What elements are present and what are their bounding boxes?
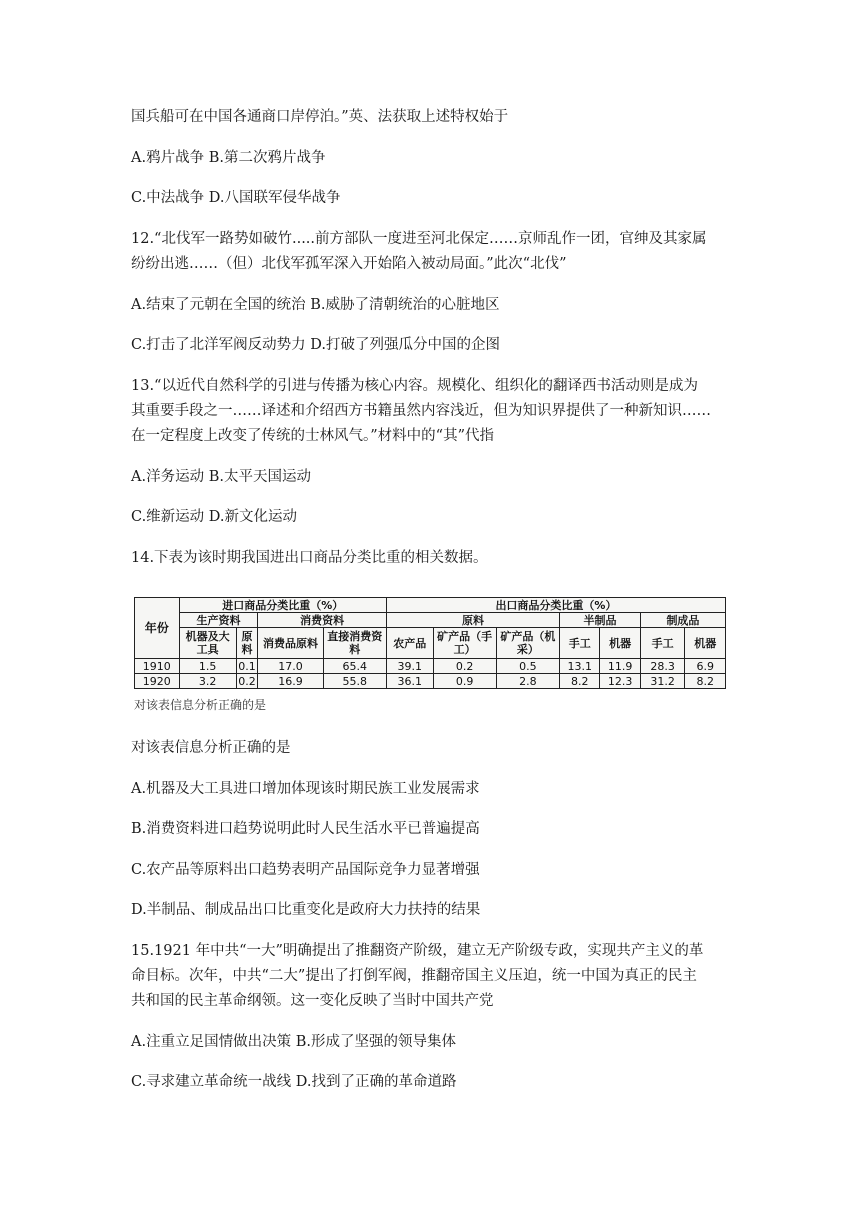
option-line: C.中法战争 D.八国联军侵华战争 [131, 190, 341, 206]
question-12-stem: 12.“北伐军一路势如破竹.....前方部队一度进至河北保定……京师乱作一团，官绅及其家属 [131, 231, 707, 247]
table-cell: 11.9 [600, 659, 640, 674]
col-header: 机器及大工具 [179, 628, 236, 659]
table-cell: 0.5 [496, 659, 559, 674]
option-line: C.寻求建立革命统一战线 D.找到了正确的革命道路 [131, 1074, 457, 1090]
table-cell: 12.3 [600, 674, 640, 689]
col-header: 直接消费资料 [323, 628, 386, 659]
option-line: C.农产品等原料出口趋势表明产品国际竞争力显著增强 [131, 862, 480, 878]
col-header: 矿产品（手工） [433, 628, 496, 659]
table-cell: 6.9 [685, 659, 726, 674]
table-cell: 1920 [135, 674, 180, 689]
table-cell: 0.2 [433, 659, 496, 674]
table-cell: 1910 [135, 659, 180, 674]
col-header: 农产品 [386, 628, 433, 659]
table-cell: 31.2 [640, 674, 685, 689]
table-cell: 36.1 [386, 674, 433, 689]
production-header: 生产资料 [179, 613, 258, 628]
col-header: 机器 [600, 628, 640, 659]
year-header: 年份 [135, 598, 180, 659]
table-cell: 0.2 [236, 674, 258, 689]
consumption-header: 消费资料 [258, 613, 387, 628]
trade-data-table [134, 597, 726, 705]
option-line: B.消费资料进口趋势说明此时人民生活水平已普遍提高 [131, 821, 480, 837]
table-cell: 28.3 [640, 659, 685, 674]
table-cell: 0.1 [236, 659, 258, 674]
text-line: 共和国的民主革命纲领。这一变化反映了当时中国共产党 [131, 993, 494, 1009]
option-line: A.鸦片战争 B.第二次鸦片战争 [131, 150, 326, 166]
col-header: 原料 [236, 628, 258, 659]
option-line: C.打击了北洋军阀反动势力 D.打破了列强瓜分中国的企图 [131, 337, 501, 353]
cropped-caption [134, 698, 434, 712]
table-cell: 16.9 [258, 674, 323, 689]
raw-header: 原料 [386, 613, 559, 628]
table-cell: 8.2 [560, 674, 600, 689]
table-cell: 8.2 [685, 674, 726, 689]
option-line: D.半制品、制成品出口比重变化是政府大力扶持的结果 [131, 902, 481, 918]
col-header: 手工 [640, 628, 685, 659]
option-line: C.维新运动 D.新文化运动 [131, 509, 298, 525]
table-row [135, 659, 726, 674]
option-line: A.机器及大工具进口增加体现该时期民族工业发展需求 [131, 781, 480, 797]
text-line: 命目标。次年，中共“二大”提出了打倒军阀，推翻帝国主义压迫，统一中国为真正的民主 [131, 968, 697, 984]
table-cell: 2.8 [496, 674, 559, 689]
question-14-stem: 14.下表为该时期我国进出口商品分类比重的相关数据。 [131, 550, 488, 566]
cropped-caption-text: 对该表信息分析正确的是 [134, 698, 267, 712]
question-13-stem: 13.“以近代自然科学的引进与传播为核心内容。规模化、组织化的翻译西书活动则是成为 [131, 378, 698, 394]
text-line: 在一定程度上改变了传统的士林风气。”材料中的“其”代指 [131, 428, 494, 444]
table-row [135, 674, 726, 689]
col-header: 机器 [685, 628, 726, 659]
semi-header: 半制品 [560, 613, 641, 628]
table-cell: 39.1 [386, 659, 433, 674]
table-cell: 17.0 [258, 659, 323, 674]
option-line: A.结束了元朝在全国的统治 B.威胁了清朝统治的心脏地区 [131, 297, 500, 313]
text-line: 其重要手段之一……译述和介绍西方书籍虽然内容浅近，但为知识界提供了一种新知识…… [131, 403, 711, 419]
option-line: A.注重立足国情做出决策 B.形成了坚强的领导集体 [131, 1034, 456, 1050]
export-header: 出口商品分类比重（%） [386, 598, 725, 613]
option-line: A.洋务运动 B.太平天国运动 [131, 469, 311, 485]
question-15-stem: 15.1921 年中共“一大”明确提出了推翻资产阶级，建立无产阶级专政，实现共产主义的革 [131, 943, 704, 959]
table-cell: 65.4 [323, 659, 386, 674]
text-line: 对该表信息分析正确的是 [131, 740, 291, 756]
table-cell: 13.1 [560, 659, 600, 674]
finished-header: 制成品 [640, 613, 725, 628]
table-cell: 3.2 [179, 674, 236, 689]
table-cell: 1.5 [179, 659, 236, 674]
table-cell: 0.9 [433, 674, 496, 689]
table-cell: 55.8 [323, 674, 386, 689]
col-header: 手工 [560, 628, 600, 659]
col-header: 消费品原料 [258, 628, 323, 659]
text-line: 国兵船可在中国各通商口岸停泊。”英、法获取上述特权始于 [131, 109, 509, 125]
import-header: 进口商品分类比重（%） [179, 598, 386, 613]
col-header: 矿产品（机采） [496, 628, 559, 659]
text-line: 纷纷出逃……（但）北伐军孤军深入开始陷入被动局面。”此次“北伐” [131, 256, 567, 272]
